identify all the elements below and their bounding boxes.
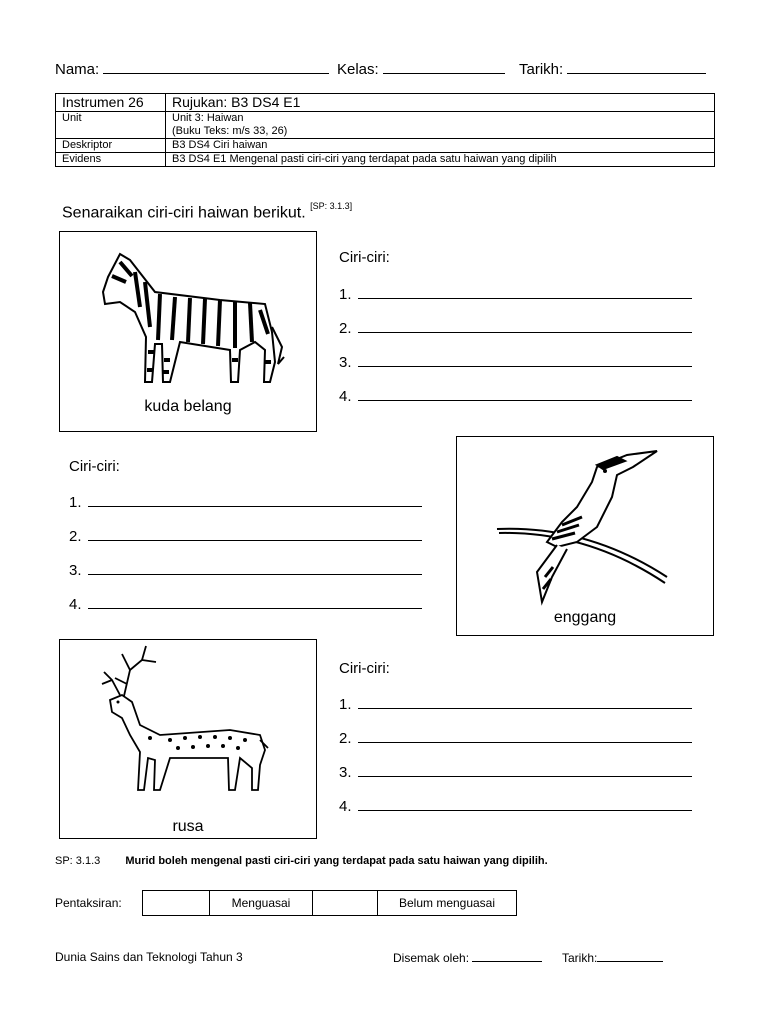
menguasai-label: Menguasai: [210, 891, 313, 916]
answer-blank[interactable]: [358, 728, 692, 743]
zebra-caption: kuda belang: [144, 398, 232, 415]
answer-line-3-2[interactable]: [339, 728, 692, 747]
line-number: 3.: [339, 354, 352, 371]
hornbill-drawing-icon: [457, 437, 713, 607]
unit-line-2: (Buku Teks: m/s 33, 26): [172, 125, 288, 137]
answer-blank[interactable]: [88, 594, 422, 609]
ciri-title-2: Ciri-ciri:: [69, 458, 120, 475]
kelas-blank[interactable]: [383, 59, 505, 74]
deer-drawing-icon: [60, 640, 316, 810]
answer-line-3-4[interactable]: [339, 796, 692, 815]
instruction-ref: [SP: 3.1.3]: [310, 201, 353, 211]
line-number: 1.: [339, 286, 352, 303]
line-number: 1.: [339, 696, 352, 713]
deskriptor-label: Deskriptor: [56, 139, 166, 153]
checked-label: Disemak oleh:: [393, 951, 470, 965]
answer-blank[interactable]: [358, 694, 692, 709]
deer-caption: rusa: [172, 818, 204, 835]
answer-line-2-3[interactable]: [69, 560, 422, 579]
info-row-unit: [56, 112, 715, 139]
info-table: [55, 93, 715, 167]
hornbill-caption: enggang: [553, 609, 617, 626]
unit-value: [166, 112, 715, 139]
line-number: 3.: [69, 562, 82, 579]
line-number: 1.: [69, 494, 82, 511]
belum-menguasai-checkbox[interactable]: [313, 891, 378, 916]
instruction-heading: [62, 203, 352, 222]
unit-label: Unit: [56, 112, 166, 139]
line-number: 2.: [69, 528, 82, 545]
line-number: 4.: [339, 388, 352, 405]
tarikh-label: Tarikh:: [519, 61, 564, 78]
date-blank[interactable]: [597, 950, 663, 962]
line-number: 2.: [339, 320, 352, 337]
assessment-table: [142, 890, 517, 916]
ciri-title-3: Ciri-ciri:: [339, 660, 390, 677]
line-number: 2.: [339, 730, 352, 747]
answer-blank[interactable]: [88, 526, 422, 541]
kelas-field: [337, 59, 505, 78]
standard-text: Murid boleh mengenal pasti ciri-ciri yang terdapat pada satu haiwan yang dipilih.: [125, 855, 548, 867]
nama-blank[interactable]: [103, 59, 329, 74]
kelas-label: Kelas:: [337, 61, 379, 78]
hornbill-box: [456, 436, 714, 636]
standard-label: SP: 3.1.3: [55, 855, 101, 867]
belum-menguasai-label: Belum menguasai: [378, 891, 517, 916]
answer-line-2-2[interactable]: [69, 526, 422, 545]
answer-line-1-3[interactable]: [339, 352, 692, 371]
zebra-drawing-icon: [60, 232, 316, 402]
answer-blank[interactable]: [358, 284, 692, 299]
evidens-label: Evidens: [56, 153, 166, 167]
answer-line-1-4[interactable]: [339, 386, 692, 405]
answer-blank[interactable]: [358, 762, 692, 777]
zebra-box: [59, 231, 317, 432]
ciri-title-1: Ciri-ciri:: [339, 249, 390, 266]
rujukan-cell: Rujukan: B3 DS4 E1: [166, 94, 715, 112]
footer-checked: [393, 950, 542, 965]
footer-date: [562, 950, 663, 965]
answer-blank[interactable]: [88, 560, 422, 575]
tarikh-blank[interactable]: [567, 59, 706, 74]
answer-blank[interactable]: [88, 492, 422, 507]
nama-label: Nama:: [55, 61, 100, 78]
standard-line: [55, 855, 548, 867]
unit-line-1: Unit 3: Haiwan: [172, 112, 244, 124]
info-row-instrumen: [56, 94, 715, 112]
deer-box: [59, 639, 317, 839]
answer-blank[interactable]: [358, 318, 692, 333]
answer-line-3-3[interactable]: [339, 762, 692, 781]
footer-book: Dunia Sains dan Teknologi Tahun 3: [55, 950, 243, 964]
answer-line-1-2[interactable]: [339, 318, 692, 337]
deskriptor-value: B3 DS4 Ciri haiwan: [166, 139, 715, 153]
menguasai-checkbox[interactable]: [143, 891, 210, 916]
answer-line-3-1[interactable]: [339, 694, 692, 713]
evidens-value: B3 DS4 E1 Mengenal pasti ciri-ciri yang terdapat pada satu haiwan yang dipilih: [166, 153, 715, 167]
checked-blank[interactable]: [472, 950, 542, 962]
date-label: Tarikh:: [562, 951, 598, 965]
tarikh-field: [519, 59, 706, 78]
answer-line-2-1[interactable]: [69, 492, 422, 511]
answer-line-2-4[interactable]: [69, 594, 422, 613]
info-row-evidens: [56, 153, 715, 167]
info-row-deskriptor: [56, 139, 715, 153]
line-number: 4.: [69, 596, 82, 613]
assessment-label: Pentaksiran:: [55, 896, 122, 910]
instruction-text: Senaraikan ciri-ciri haiwan berikut.: [62, 204, 306, 222]
answer-blank[interactable]: [358, 352, 692, 367]
answer-line-1-1[interactable]: [339, 284, 692, 303]
line-number: 3.: [339, 764, 352, 781]
answer-blank[interactable]: [358, 386, 692, 401]
nama-field: [55, 59, 329, 78]
line-number: 4.: [339, 798, 352, 815]
answer-blank[interactable]: [358, 796, 692, 811]
instrumen-cell: Instrumen 26: [56, 94, 166, 112]
